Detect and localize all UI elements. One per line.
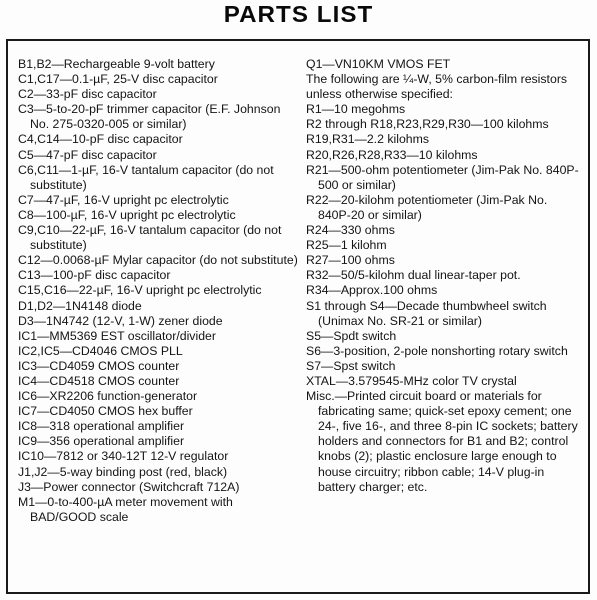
parts-list-item: R25—1 kilohm	[306, 238, 387, 253]
parts-list-item: S5—Spdt switch	[306, 328, 397, 343]
parts-list-item: C15,C16—22-µF, 16-V upright pc electrolytic	[18, 283, 262, 298]
parts-list-item: R22—20-kilohm potentiometer (Jim-Pak No. 840P-20 or similar)	[306, 192, 548, 222]
parts-list-item: IC9—356 operational amplifier	[18, 434, 185, 449]
parts-list-item: R34—Approx.100 ohms	[306, 283, 438, 298]
parts-list-item: C9,C10—22-µF, 16-V tantalum capacitor (do not substitute)	[18, 223, 282, 253]
parts-list-item: S7—Spst switch	[306, 358, 396, 373]
page-title: PARTS LIST	[223, 1, 374, 27]
parts-list-item: S6—3-position, 2-pole nonshorting rotary switch	[306, 343, 568, 358]
parts-list-item: Q1—VN10KM VMOS FET	[306, 57, 451, 71]
parts-list-item: IC8—318 operational amplifier	[18, 419, 185, 434]
parts-list-item: Misc.—Printed circuit board or materials for fabricating same; quick-set epoxy cement; one 24-, five 16-, and three 8-pin IC sockets; battery holders and connectors for B1 and B2; control knobs (2); plastic enclosure large enough to house circuitry; ribbon cable; 14-V plug-in battery charger; etc.	[306, 389, 578, 494]
parts-list-item: C1,C17—0.1-µF, 25-V disc capacitor	[18, 72, 218, 87]
parts-list-item: IC7—CD4050 CMOS hex buffer	[18, 404, 193, 419]
parts-list-item: C5—47-pF disc capacitor	[18, 147, 157, 162]
parts-list-item: C7—47-µF, 16-V upright pc electrolytic	[18, 192, 229, 207]
parts-list-item: R27—100 ohms	[306, 253, 395, 268]
parts-list-left-column	[18, 57, 300, 525]
parts-list-item: R1—10 megohms	[306, 102, 406, 117]
parts-list-item: B1,B2—Rechargeable 9-volt battery	[18, 57, 215, 71]
parts-list-item: IC10—7812 or 340-12T 12-V regulator	[18, 449, 229, 464]
parts-list-item: R2 through R18,R23,R29,R30—100 kilohms	[306, 117, 549, 132]
parts-list-item: C3—5-to-20-pF trimmer capacitor (E.F. Johnson No. 275-0320-005 or similar)	[18, 102, 281, 132]
parts-list-item: J1,J2—5-way binding post (red, black)	[18, 464, 228, 479]
parts-list-item: R20,R26,R28,R33—10 kilohms	[306, 147, 478, 162]
parts-list-item: C12—0.0068-µF Mylar capacitor (do not substitute)	[18, 253, 298, 268]
parts-list-item: The following are ¼-W, 5% carbon-film resistors unless otherwise specified:	[306, 72, 568, 102]
parts-list-item: R21—500-ohm potentiometer (Jim-Pak No. 840P-500 or similar)	[306, 162, 579, 192]
parts-list-item: C2—33-pF disc capacitor	[18, 87, 157, 102]
parts-list-item: M1—0-to-400-µA meter movement with BAD/GOOD scale	[18, 494, 233, 524]
parts-list-box	[6, 39, 590, 594]
parts-list-item: IC2,IC5—CD4046 CMOS PLL	[18, 343, 183, 358]
parts-list-item: XTAL—3.579545-MHz color TV crystal	[306, 373, 517, 388]
parts-list-item: IC1—MM5369 EST oscillator/divider	[18, 328, 216, 343]
parts-list-item: R24—330 ohms	[306, 223, 395, 238]
parts-list-item: C13—100-pF disc capacitor	[18, 268, 171, 283]
parts-list-right-column	[306, 57, 582, 495]
parts-list-item: D1,D2—1N4148 diode	[18, 298, 142, 313]
parts-list-item: R19,R31—2.2 kilohms	[306, 132, 430, 147]
parts-list-item: R32—50/5-kilohm dual linear-taper pot.	[306, 268, 521, 283]
parts-list-item: S1 through S4—Decade thumbwheel switch (Unimax No. SR-21 or similar)	[306, 298, 547, 328]
parts-list-item: IC3—CD4059 CMOS counter	[18, 358, 180, 373]
parts-list-item: IC6—XR2206 function-generator	[18, 389, 198, 404]
parts-list-item: C6,C11—1-µF, 16-V tantalum capacitor (do not substitute)	[18, 162, 274, 192]
parts-list-item: D3—1N4742 (12-V, 1-W) zener diode	[18, 313, 223, 328]
parts-list-item: J3—Power connector (Switchcraft 712A)	[18, 479, 240, 494]
parts-list-item: C4,C14—10-pF disc capacitor	[18, 132, 183, 147]
parts-list-item: C8—100-µF, 16-V upright pc electrolytic	[18, 207, 236, 222]
parts-list-item: IC4—CD4518 CMOS counter	[18, 373, 180, 388]
